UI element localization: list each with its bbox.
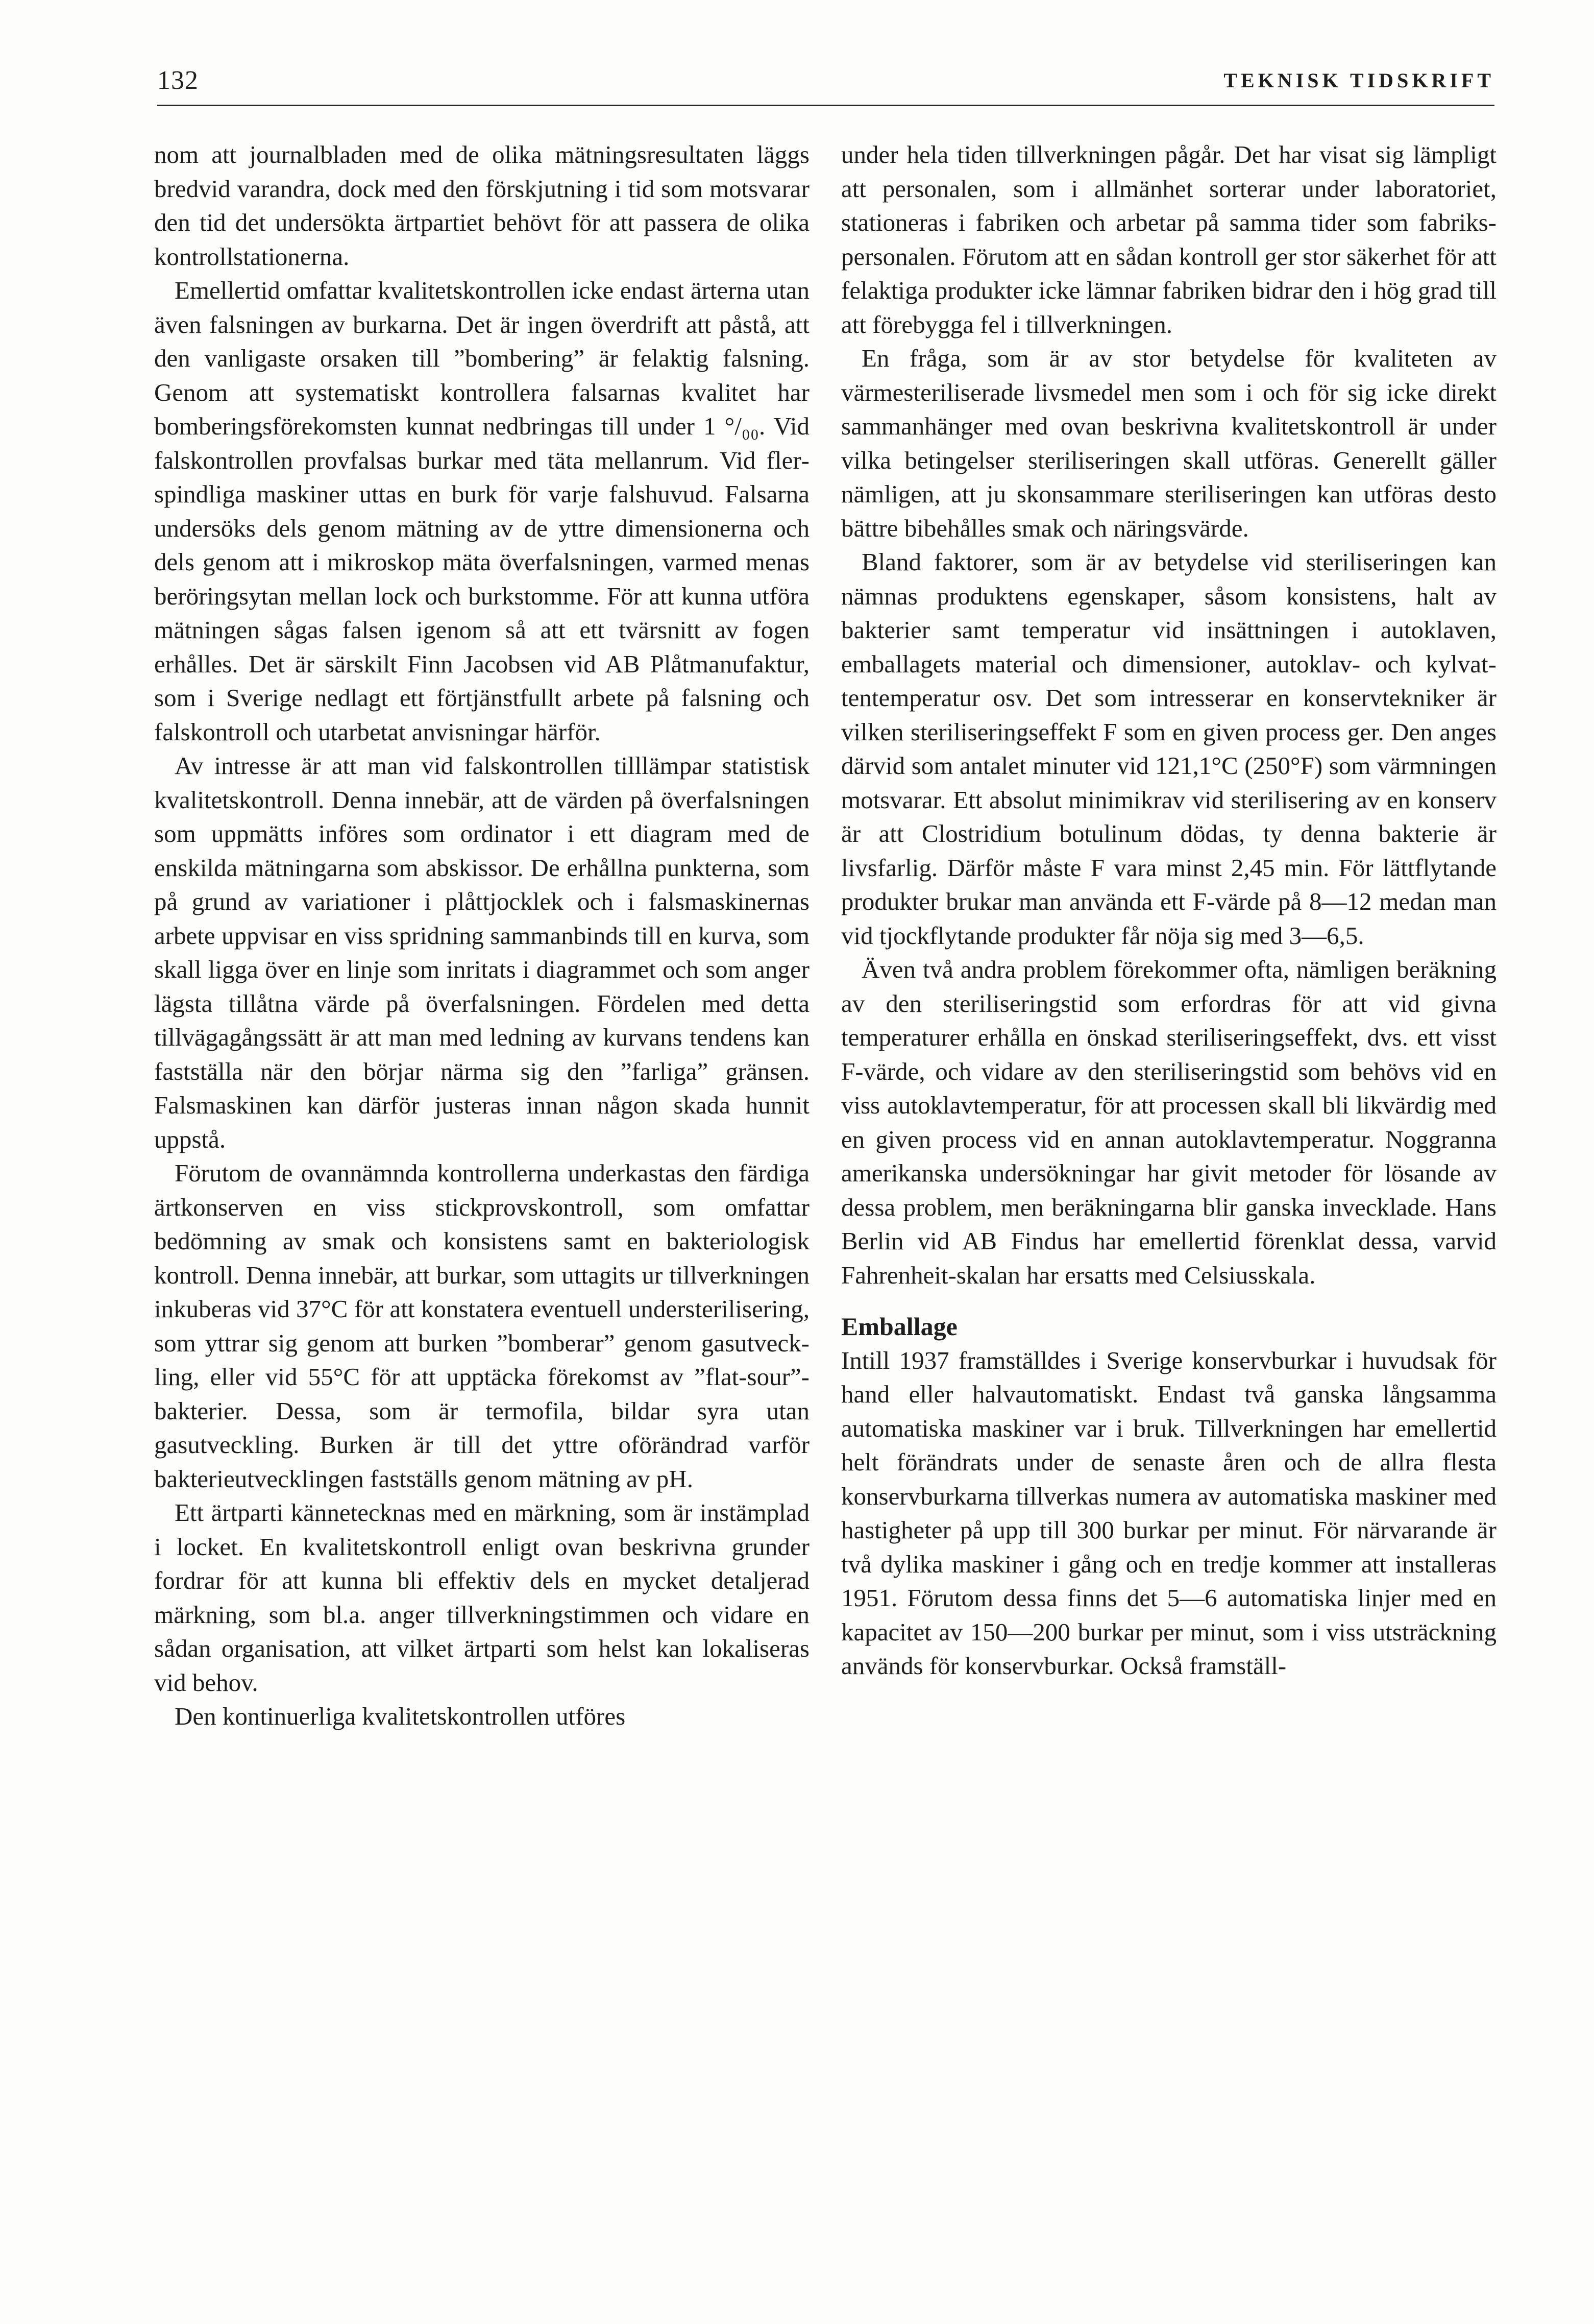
paragraph: Bland faktorer, som är av betydelse vid steriliseringen kan nämnas produktens egenskaper, såsom konsistens, halt av bakterier samt temperatur vid insättningen i autoklaven, emballagets material och dimensioner, autoklav- och kylvattentemperatur osv. Det som intresserar en konservtekniker är vilken steriliseringseffekt F som en given process ger. Den anges därvid som antalet minuter vid 121,1°C (250°F) som värmningen motsvarar. Ett absolut minimikrav vid sterilisering av en konserv är att Clostridium botulinum dödas, ty denna bakterie är livsfarlig. Därför måste F vara minst 2,45 min. För lättflytande produkter brukar man använda ett F-värde på 8—12 medan man vid tjockflytande produkter får nöja sig med 3—6,5.	[841, 548, 1497, 950]
paragraph: Även två andra problem förekommer ofta, nämligen beräkning av den steriliseringstid som erfordras för att vid givna temperaturer erhålla en önskad steriliseringseffekt, dvs. ett visst F-värde, och vidare av den steriliseringstid som behövs vid en viss autoklavtemperatur, för att processen skall bli likvärdig med en given process vid en annan autoklavtemperatur. Noggranna amerikanska undersökningar har givit metoder för lösande av dessa problem, men beräkningarna blir ganska invecklade. Hans Berlin vid AB Findus har emellertid förenklat dessa, varvid Fahrenheit-skalan har ersatts med Celsiusskala.	[841, 955, 1497, 1289]
paragraph: En fråga, som är av stor betydelse för kvaliteten av värmesteriliserade livsmedel men som i och för sig icke direkt sammanhänger med ovan beskrivna kvalitetskontroll är under vilka betingelser steriliseringen skall utföras. Generellt gäller nämligen, att ju skonsammare steriliseringen kan utföras desto bättre bibehålles smak och näringsvärde.	[841, 344, 1497, 542]
paragraph: Emellertid omfattar kvalitetskontrollen icke endast ärterna utan även falsningen av burkarna. Det är ingen överdrift att påstå, att den vanligaste orsaken till ”bombering” är felaktig falsning. Genom att systematiskt kontrollera falsarnas kvalitet har bomberingsförekomsten kunnat nedbringas till under 1 °/₀₀. Vid falskontrollen provfalsas burkar med täta mellanrum. Vid flerspindliga maskiner uttas en burk för varje falshuvud. Falsarna undersöks dels genom mätning av de yttre dimensionerna och dels genom att i mikroskop mäta överfalsningen, varmed menas beröringsytan mellan lock och burkstomme. För att kunna utföra mätningen sågas falsen igenom så att ett tvärsnitt av fogen erhålles. Det är särskilt Finn Jacobsen vid AB Plåtmanufaktur, som i Sverige nedlagt ett förtjänstfullt arbete på falsning och falskontroll och utarbetat anvisningar härför.	[154, 276, 810, 746]
paragraph: Av intresse är att man vid falskontrollen tilllämpar statistisk kvalitetskontroll. Denna innebär, att de värden på överfalsningen som uppmätts införes som ordinator i ett diagram med de enskilda mätningarna som abskissor. De erhållna punkterna, som på grund av variationer i plåttjocklek och i falsmaskinernas arbete uppvisar en viss spridning sammanbinds till en kurva, som skall ligga över en linje som inritats i diagrammet och som anger lägsta tillåtna värde på överfalsningen. Fördelen med detta tillvägagångssätt är att man med ledning av kurvans tendens kan fastställa när den börjar närma sig den ”farliga” gränsen. Falsmaskinen kan därför justeras innan någon skada hunnit uppstå.	[154, 752, 810, 1153]
page-number: 132	[157, 66, 199, 95]
right-text-column	[841, 138, 1497, 1683]
left-text-column	[154, 138, 810, 1734]
paragraph-continued: under hela tiden tillverkningen pågår. Det har visat sig lämpligt att personalen, som i allmänhet sorterar under laboratoriet, stationeras i fabriken och arbetar på samma tider som fabrikspersonalen. Förutom att en sådan kontroll ger stor säkerhet för att felaktiga produkter icke lämnar fabriken bidrar den i hög grad till att förebygga fel i tillverkningen.	[841, 140, 1497, 338]
journal-title: TEKNISK TIDSKRIFT	[1223, 69, 1494, 92]
header-divider	[157, 105, 1494, 106]
paragraph-continued: nom att journalbladen med de olika mätningsresultaten läggs bredvid varandra, dock med den förskjutning i tid som motsvarar den tid det undersökta ärtpartiet behövt för att passera de olika kontrollstationerna.	[154, 140, 810, 271]
paragraph: Intill 1937 framställdes i Sverige konservburkar i huvudsak för hand eller halvautomatiskt. Endast två ganska långsamma automatiska maskiner var i bruk. Tillverkningen har emellertid helt förändrats under de senaste åren och de allra flesta konservburkarna tillverkas numera av automatiska maskiner med hastigheter på upp till 300 burkar per minut. För närvarande är två dylika maskiner i gång och en tredje kommer att installeras 1951. Förutom dessa finns det 5—6 automatiska linjer med en kapacitet av 150—200 burkar per minut, som i viss utsträckning används för konservburkar. Också framställ-	[841, 1346, 1497, 1680]
paragraph: Den kontinuerliga kvalitetskontrollen utföres	[175, 1702, 626, 1730]
section-heading-emballage: Emballage	[841, 1312, 958, 1341]
paragraph: Ett ärtparti kännetecknas med en märkning, som är instämplad i locket. En kvalitetskontroll enligt ovan beskrivna grunder fordrar för att kunna bli effektiv dels en mycket detaljerad märkning, som bl.a. anger tillverkningstimmen och vidare en sådan organisation, att vilket ärtparti som helst kan lokaliseras vid behov.	[154, 1498, 810, 1697]
paragraph: Förutom de ovannämnda kontrollerna underkastas den färdiga ärtkonserven en viss stickprovskontroll, som omfattar bedömning av smak och konsistens samt en bakteriologisk kontroll. Denna innebär, att burkar, som uttagits ur tillverkningen inkuberas vid 37°C för att konstatera eventuell understerilisering, som yttrar sig genom att burken ”bomberar” genom gasutveckling, eller vid 55°C för att upptäcka förekomst av ”flat-sour”-bakterier. Dessa, som är termofila, bildar syra utan gasutveckling. Burken är till det yttre oförändrad varför bakterieutvecklingen fastställs genom mätning av pH.	[154, 1159, 810, 1493]
page-header	[157, 60, 1494, 111]
